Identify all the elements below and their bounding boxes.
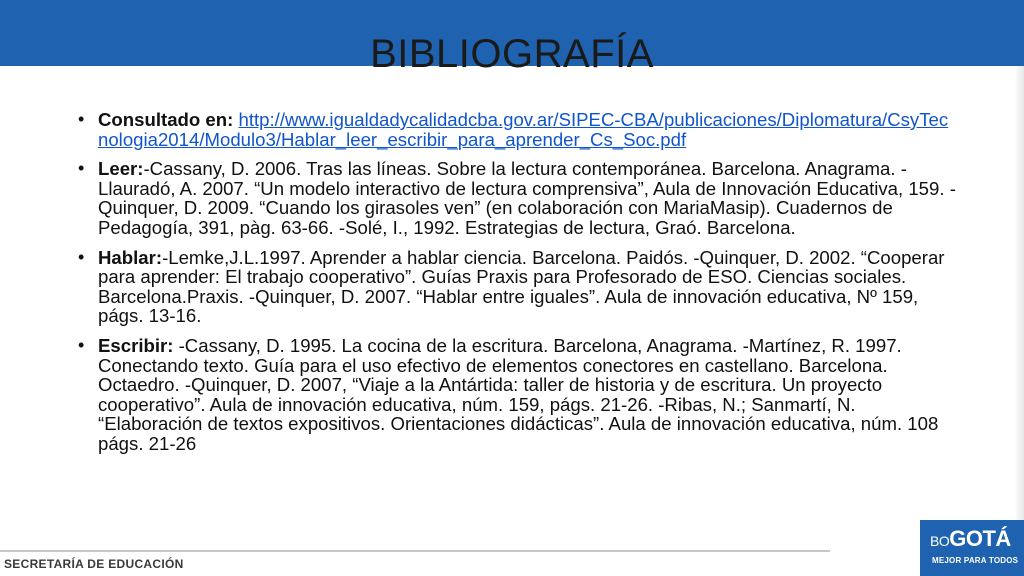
item-text: -Cassany, D. 2006. Tras las líneas. Sobre la lectura contemporánea. Barcelona. Anagrama. -Llauradó, A. 2007. “Un modelo interactivo de lectura comprensiva”, Aula de Innovación Educativa, 159. -Quinquer, D. 2009. “Cuando los girasoles ven” (en colaboración con MariaMasip). Cuadernos de Pedagogía, 391, pàg. 63-66. -Solé, I., 1992. Estrategias de lectura, Graó. Barcelona. bbox=[98, 158, 956, 238]
bullet-icon: • bbox=[78, 158, 85, 179]
footer-divider bbox=[0, 550, 830, 552]
logo-main-text: GOTÁ bbox=[949, 526, 1011, 551]
bullet-icon: • bbox=[78, 246, 85, 267]
item-label: Escribir: bbox=[98, 334, 174, 356]
bullet-icon: • bbox=[78, 109, 85, 129]
bibliography-list bbox=[78, 110, 958, 454]
logo-tagline: MEJOR PARA TODOS bbox=[932, 556, 1019, 565]
slide-title-container bbox=[0, 0, 1024, 76]
logo-prefix: BO bbox=[930, 533, 950, 549]
slide-title: BIBLIOGRAFÍA bbox=[370, 32, 654, 76]
item-text: -Cassany, D. 1995. La cocina de la escritura. Barcelona, Anagrama. -Martínez, R. 1997. Conectando texto. Guía para el uso efectivo de elementos conectores en castellano. Barcelona. Octaedro. -Quinquer, D. 2007, “Viaje a la Antártida: taller de historia y de escritura. Un proyecto cooperativo”. Aula de innovación educativa, núm. 159, págs. 21-26. -Ribas, N.; Sanmartí, N. “Elaboración de textos expositivos. Orientaciones didácticas”. Aula de innovación educativa, núm. 108 págs. 21-26 bbox=[98, 334, 939, 454]
bullet-icon: • bbox=[78, 334, 85, 355]
bogota-logo bbox=[920, 520, 1024, 576]
list-item-hablar bbox=[78, 248, 958, 326]
item-label: Consultado en: bbox=[98, 109, 234, 130]
footer-secretaria: SECRETARÍA DE EDUCACIÓN bbox=[4, 557, 184, 571]
item-label: Hablar: bbox=[98, 246, 163, 268]
logo-wordmark bbox=[930, 526, 1011, 552]
list-item-consultado bbox=[78, 110, 958, 149]
list-item-escribir bbox=[78, 336, 958, 454]
right-edge-shadow bbox=[1014, 66, 1024, 546]
list-item-leer bbox=[78, 159, 958, 237]
bibliography-content bbox=[78, 110, 958, 464]
source-link[interactable]: http://www.igualdadycalidadcba.gov.ar/SIPEC-CBA/publicaciones/Diplomatura/CsyTecnologia2014/Modulo3/Hablar_leer_escribir_para_aprender_Cs_Soc.pdf bbox=[98, 109, 949, 150]
item-text: -Lemke,J.L.1997. Aprender a hablar ciencia. Barcelona. Paidós. -Quinquer, D. 2002. “Cooperar para aprender: El trabajo cooperativo”. Guías Praxis para Profesorado de ESO. Ciencias sociales. Barcelona.Praxis. -Quinquer, D. 2007. “Hablar entre iguales”. Aula de innovación educativa, Nº 159, págs. 13-16. bbox=[98, 246, 945, 327]
item-label: Leer: bbox=[98, 158, 144, 180]
